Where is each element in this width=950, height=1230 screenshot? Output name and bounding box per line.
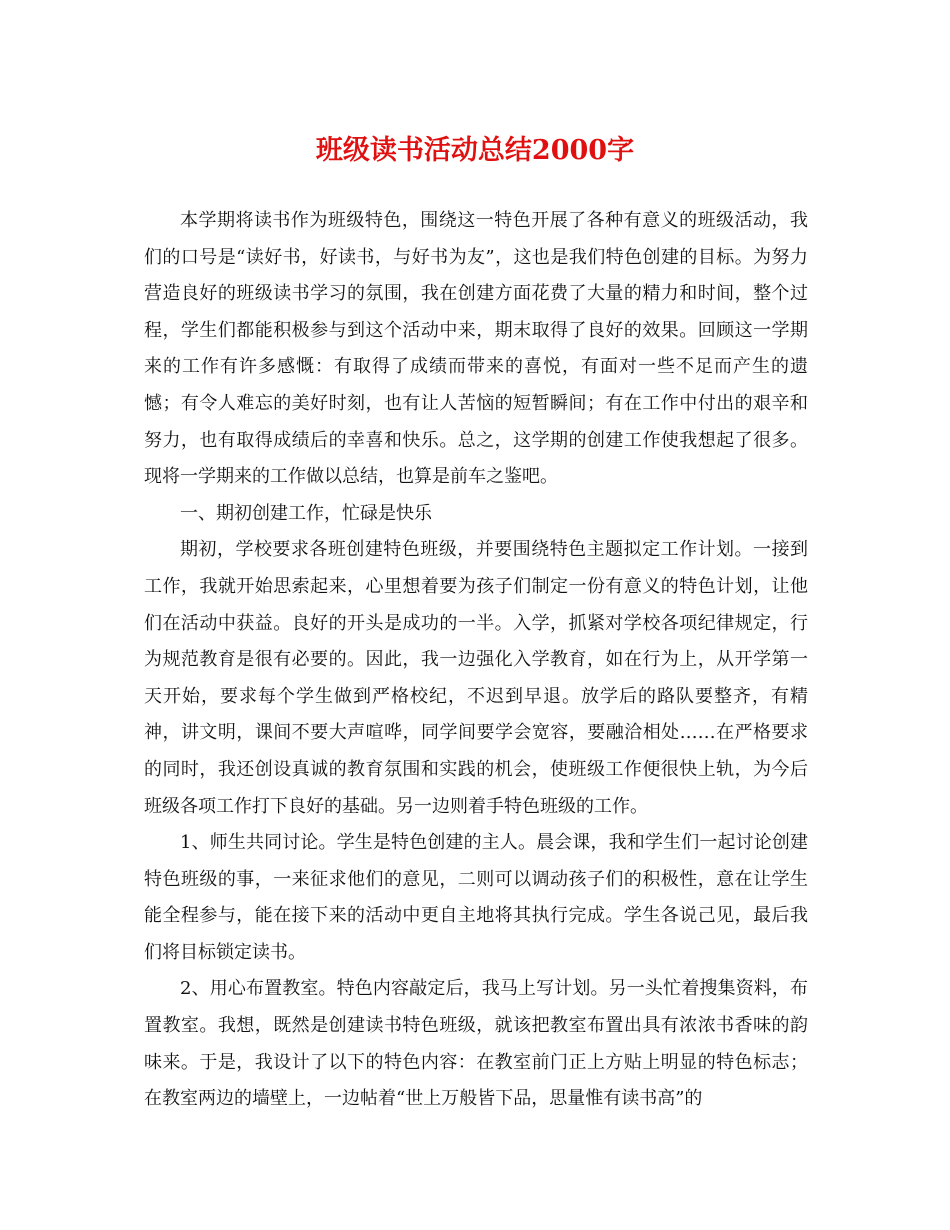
paragraph-item-1: 1、师生共同讨论。学生是特色创建的主人。晨会课，我和学生们一起讨论创建特色班级的事，一来征求他们的意见，二则可以调动孩子们的积极性，意在让学生能全程参与，能在接下来的活动中更自主地将其执行完成。学生各说己见，最后我们将目标锁定读书。: [144, 832, 808, 963]
document-title: 班级读书活动总结2000字: [315, 135, 635, 166]
section-heading-1: 一、期初创建工作，忙碌是快乐: [180, 502, 432, 524]
paragraph-item-2: 2、用心布置教室。特色内容敲定后，我马上写计划。另一头忙着搜集资料，布置教室。我想，既然是创建读书特色班级，就该把教室布置出具有浓浓书香味的韵味来。于是，我设计了以下的特色内容：在教室前门正上方贴上明显的特色标志；在教室两边的墙壁上，一边帖着“世上万般皆下品，思量惟有读书高”的: [144, 978, 808, 1110]
paragraph-intro: 本学期将读书作为班级特色，围绕这一特色开展了各种有意义的班级活动，我们的口号是“读好书，好读书，与好书为友”，这也是我们特色创建的目标。为努力营造良好的班级读书学习的氛围，我在创建方面花费了大量的精力和时间，整个过程，学生们都能积极参与到这个活动中来，期末取得了良好的效果。回顾这一学期来的工作有许多感慨：有取得了成绩而带来的喜悦，有面对一些不足而产生的遗憾；有令人难忘的美好时刻，也有让人苦恼的短暂瞬间；有在工作中付出的艰辛和努力，也有取得成绩后的幸喜和快乐。总之，这学期的创建工作使我想起了很多。现将一学期来的工作做以总结，也算是前车之鉴吧。: [144, 210, 808, 488]
paragraph-section-1: 期初，学校要求各班创建特色班级，并要围绕特色主题拟定工作计划。一接到工作，我就开始思索起来，心里想着要为孩子们制定一份有意义的特色计划，让他们在活动中获益。良好的开头是成功的一半。入学，抓紧对学校各项纪律规定，行为规范教育是很有必要的。因此，我一边强化入学教育，如在行为上，从开学第一天开始，要求每个学生做到严格校纪，不迟到早退。放学后的路队要整齐，有精神，讲文明，课间不要大声喧哗，同学间要学会宽容，要融洽相处……在严格要求的同时，我还创设真诚的教育氛围和实践的机会，使班级工作便很快上轨，为今后班级各项工作打下良好的基础。另一边则着手特色班级的工作。: [144, 539, 808, 817]
document-body: [144, 203, 808, 1118]
